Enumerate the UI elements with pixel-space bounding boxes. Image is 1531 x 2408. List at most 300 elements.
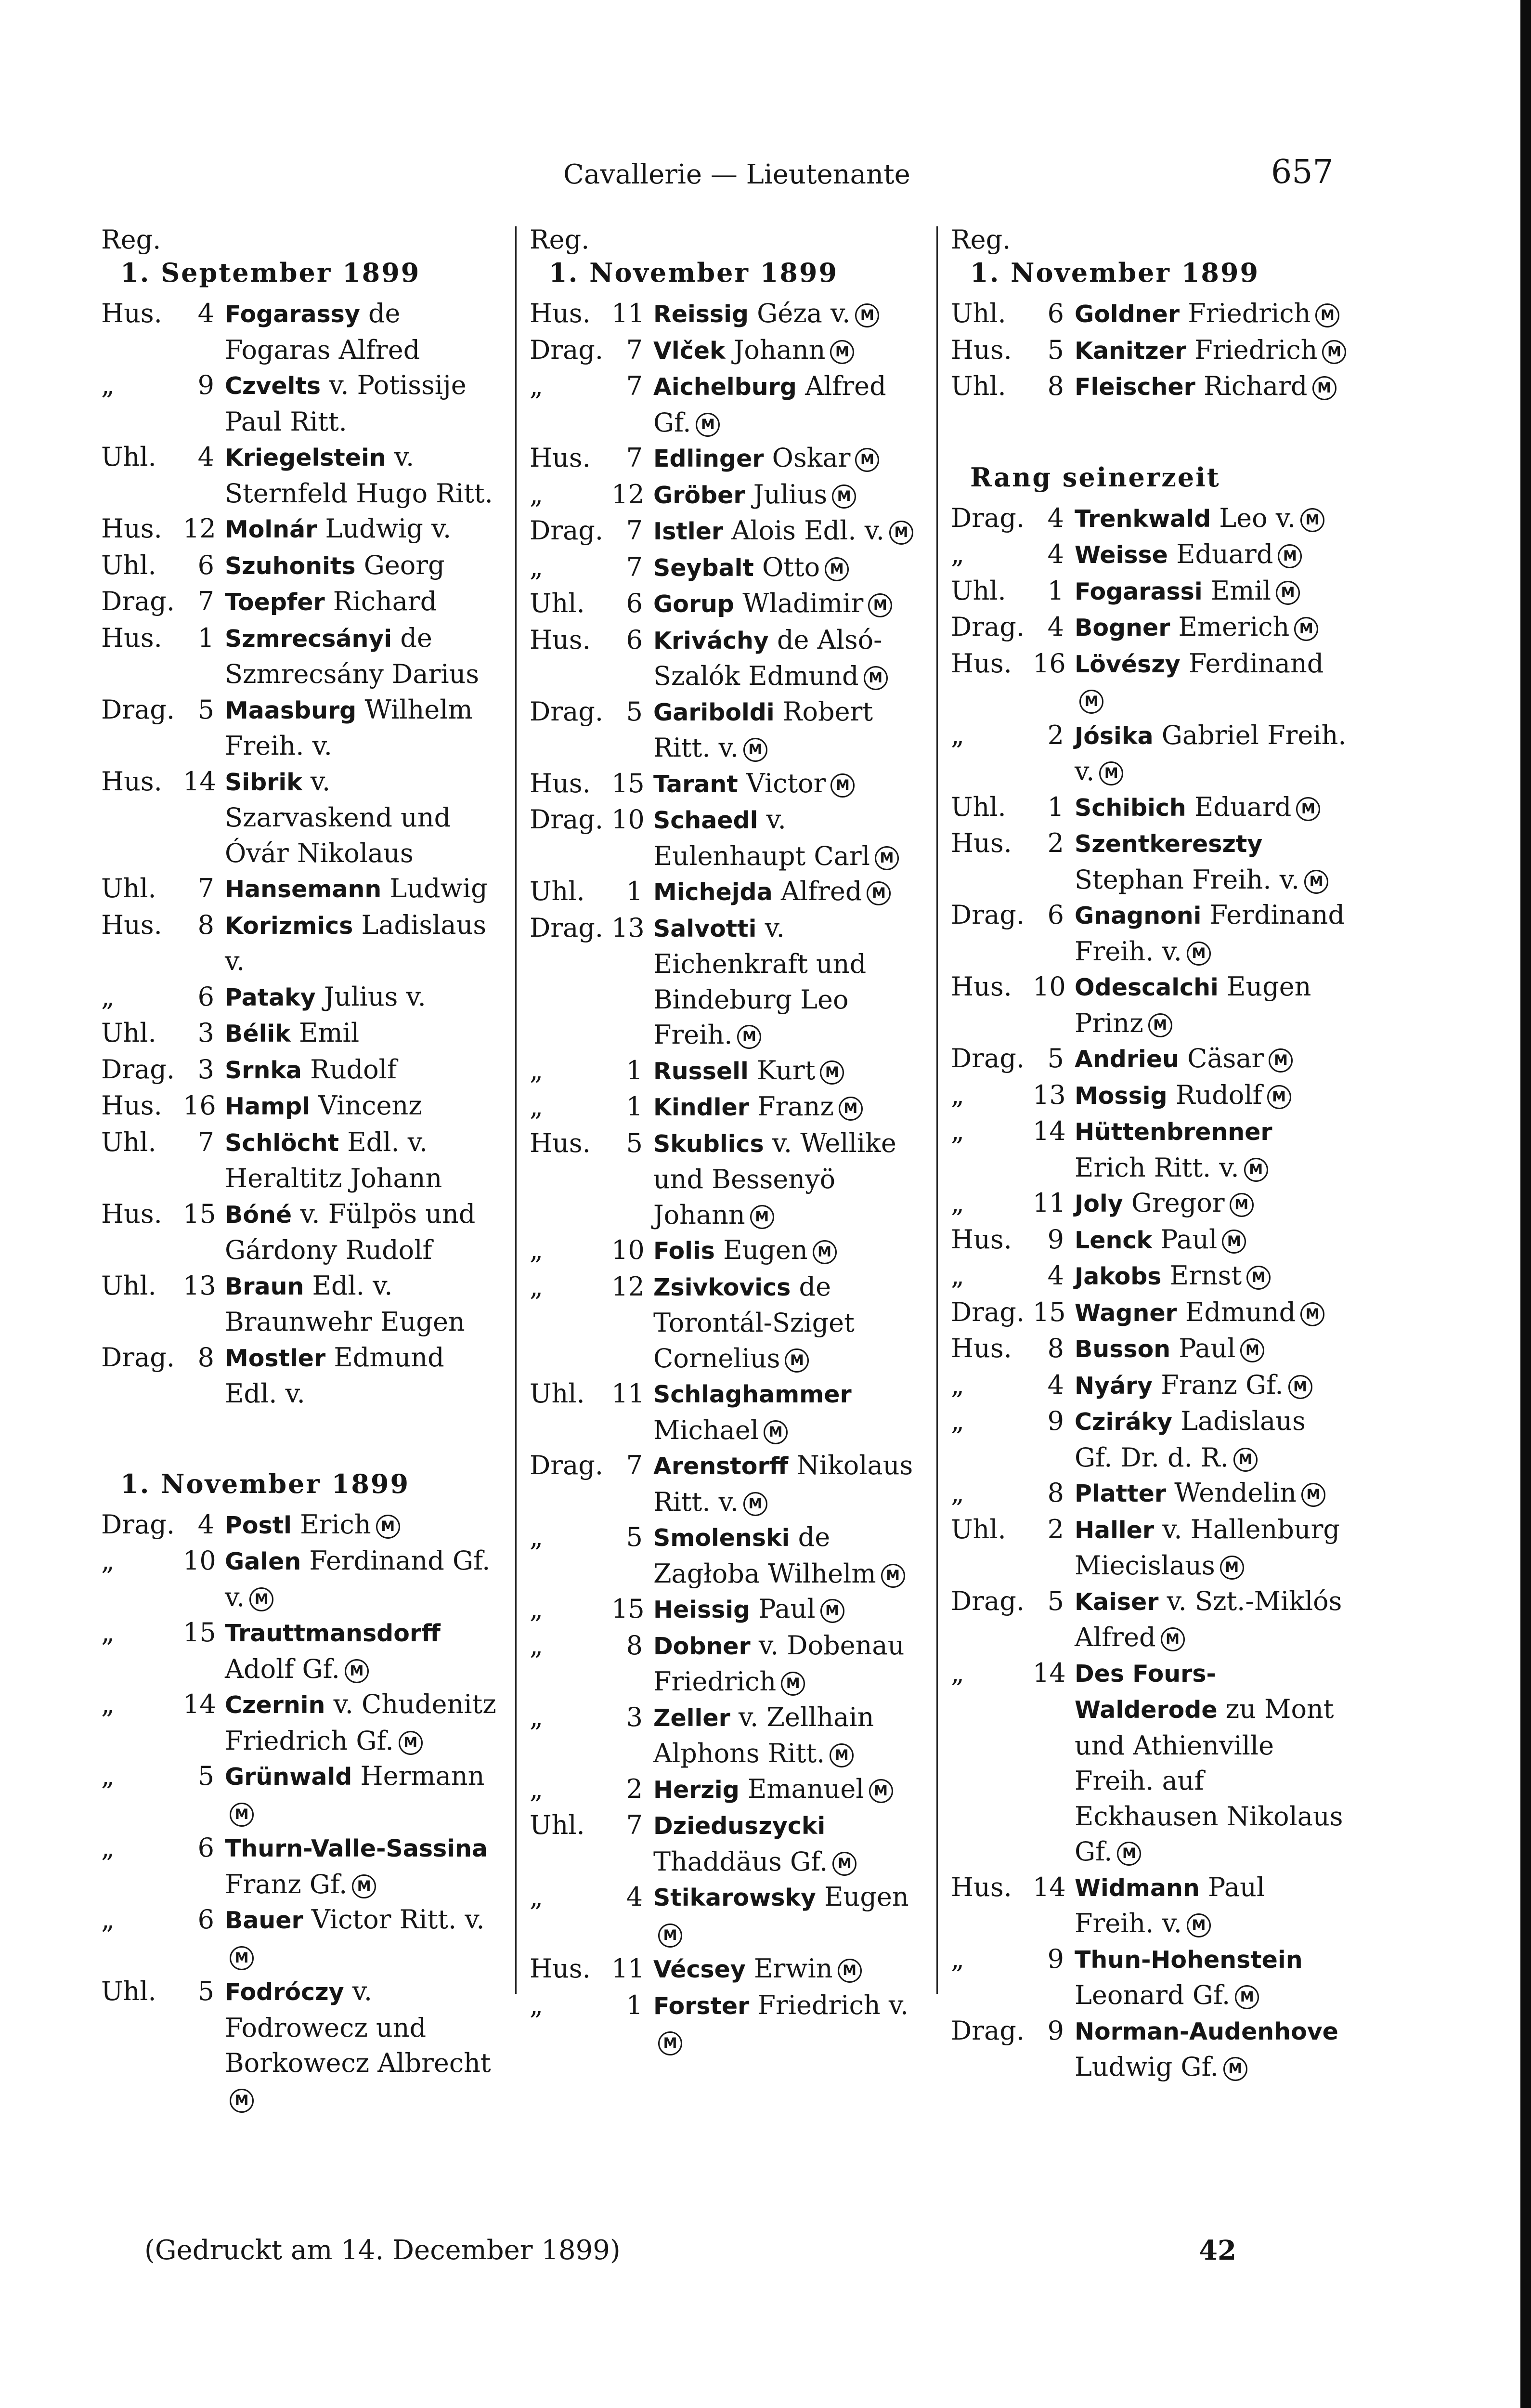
medal-icon: M (864, 666, 888, 690)
scan-edge (1520, 0, 1531, 2408)
officer-text (225, 1974, 501, 2116)
officer-surname: Salvotti (653, 915, 757, 942)
officer-surname: Kriegelstein (225, 444, 386, 471)
officer-entry (101, 1974, 501, 2116)
medal-icon: M (785, 1348, 809, 1373)
column-3 (951, 226, 1350, 2085)
officer-entry (530, 440, 929, 477)
medal-icon: M (1240, 1338, 1264, 1362)
officer-text (1075, 1655, 1350, 1870)
officer-details: v. Szarvaskend und Óvár Nikolaus (225, 766, 451, 868)
regiment-number: 9 (197, 370, 214, 400)
regiment-type: „ (101, 370, 115, 400)
officer-surname: Gariboldi (653, 698, 775, 726)
officer-details: Julius v. (324, 981, 426, 1012)
officer-text (653, 1951, 929, 1988)
regiment-number: 5 (197, 1976, 214, 2006)
officer-details: Cäsar (1187, 1043, 1264, 1073)
officer-entry (530, 622, 929, 694)
officer-details: Edmund (1185, 1296, 1296, 1327)
regiment-number: 4 (1047, 502, 1064, 533)
officer-details: Paul (1179, 1333, 1236, 1363)
officer-entry (101, 620, 501, 692)
regiment-type: „ (530, 551, 543, 582)
regiment-number: 7 (197, 1126, 214, 1157)
officer-text (225, 1196, 501, 1268)
officer-text (1075, 1258, 1350, 1295)
regiment-type: Uhl. (530, 1810, 585, 1840)
medal-icon: M (1187, 942, 1211, 966)
officer-surname: Postl (225, 1511, 292, 1539)
officer-entry (101, 1615, 501, 1687)
regiment-type: Drag. (951, 1585, 1025, 1616)
officer-surname: Lövészy (1075, 650, 1181, 678)
officer-text (1075, 1077, 1350, 1114)
regiment-type: Hus. (101, 1198, 162, 1229)
regiment-type: Drag. (951, 612, 1025, 642)
medal-icon: M (1288, 1375, 1312, 1399)
officer-entry (101, 1125, 501, 1196)
medal-icon: M (1220, 1556, 1244, 1580)
regiment-number: 5 (1047, 1043, 1064, 1073)
officer-details: Nikolaus Ritt. v. (653, 1450, 913, 1517)
officer-surname: Skublics (653, 1130, 764, 1158)
section-heading: 1. November 1899 (549, 257, 839, 288)
officer-details: Adolf Gf. (225, 1653, 340, 1684)
officer-text (653, 332, 929, 369)
medal-icon: M (820, 1060, 844, 1085)
officer-surname: Mossig (1075, 1082, 1168, 1110)
officer-details: Richard (1203, 371, 1308, 401)
officer-surname: Czvelts (225, 372, 321, 400)
officer-surname: Srnka (225, 1056, 302, 1084)
officer-details: Otto (762, 551, 820, 582)
officer-surname: Folis (653, 1237, 715, 1265)
medal-icon: M (1304, 870, 1328, 894)
officer-entry (101, 907, 501, 979)
officer-surname: Reissig (653, 301, 749, 328)
officer-text (1075, 1185, 1350, 1222)
officer-entry (530, 477, 929, 513)
officer-surname: Schibich (1075, 794, 1186, 822)
officer-text (1075, 1113, 1350, 1185)
page-title: Cavallerie — Lieutenante (563, 159, 910, 190)
medal-icon: M (832, 484, 856, 509)
officer-details: v. Zellhain Alphons Ritt. (653, 1701, 874, 1768)
officer-text (653, 440, 929, 477)
officer-text (653, 1700, 929, 1771)
regiment-number: 6 (197, 1904, 214, 1935)
regiment-type: „ (530, 1630, 543, 1661)
regiment-type: Hus. (101, 622, 162, 653)
officer-surname: Fogarassy (225, 301, 360, 328)
officer-surname: Tarant (653, 770, 738, 798)
officer-surname: Maasburg (225, 696, 357, 724)
officer-text (1075, 1367, 1350, 1404)
regiment-number: 6 (197, 981, 214, 1012)
officer-text (653, 550, 929, 586)
officer-details: zu Mont und Athienville Freih. auf Eckhausen Nikolaus Gf. (1075, 1694, 1343, 1867)
officer-surname: Norman-Audenhove (1075, 2017, 1338, 2045)
medal-icon: M (743, 738, 767, 762)
officer-surname: Bélik (225, 1020, 291, 1047)
officer-details: Friedrich (1194, 334, 1318, 365)
regiment-number: 6 (1047, 900, 1064, 930)
officer-text (225, 1125, 501, 1196)
officer-text (1075, 368, 1350, 405)
officer-surname: Grünwald (225, 1763, 352, 1791)
officer-text (653, 1591, 929, 1628)
medal-icon: M (867, 881, 891, 905)
officer-surname: Goldner (1075, 301, 1180, 328)
officer-surname: Szmrecsányi (225, 625, 392, 653)
officer-surname: Andrieu (1075, 1046, 1179, 1073)
officer-text (1075, 825, 1350, 897)
regiment-number: 4 (1047, 612, 1064, 642)
officer-surname: Jósika (1075, 722, 1154, 750)
officer-details: Edl. v. Braunwehr Eugen (225, 1270, 465, 1337)
officer-details: Leo v. (1219, 502, 1296, 533)
regiment-type: Hus. (530, 624, 591, 655)
officer-surname: Michejda (653, 878, 773, 906)
officer-surname: Trauttmansdorff (225, 1620, 441, 1647)
officer-details: Ludwig v. (325, 513, 452, 544)
regiment-type: „ (530, 1271, 543, 1302)
officer-details: Richard (333, 586, 437, 616)
officer-text (653, 910, 929, 1053)
regiment-number: 3 (626, 1701, 643, 1732)
regiment-number: 9 (1047, 1943, 1064, 1974)
officer-details: Wendelin (1174, 1478, 1297, 1508)
officer-surname: Widmann (1075, 1874, 1200, 1902)
officer-surname: Heissig (653, 1596, 751, 1623)
regiment-number: 10 (611, 1235, 645, 1265)
officer-text (1075, 1475, 1350, 1512)
medal-icon: M (1301, 1483, 1325, 1507)
officer-text (653, 1125, 929, 1233)
officer-surname: Lenck (1075, 1226, 1152, 1254)
officer-surname: Kriváchy (653, 627, 769, 654)
section-heading: 1. September 1899 (120, 257, 421, 288)
regiment-number: 11 (1033, 1188, 1066, 1218)
medal-icon: M (1267, 1085, 1291, 1109)
officer-entry (951, 573, 1350, 610)
regiment-number: 1 (626, 876, 643, 906)
officer-entry (530, 332, 929, 369)
officer-surname: Arenstorff (653, 1453, 789, 1480)
regiment-number: 6 (626, 624, 643, 655)
regiment-type: Uhl. (951, 791, 1006, 822)
medal-icon: M (1312, 376, 1336, 400)
regiment-type: „ (530, 1091, 543, 1122)
officer-text (1075, 1584, 1350, 1655)
medal-icon: M (1244, 1158, 1268, 1182)
officer-entry (101, 979, 501, 1016)
medal-icon: M (868, 593, 892, 617)
regiment-number: 8 (626, 1630, 643, 1661)
officer-entry (951, 1222, 1350, 1258)
regiment-number: 5 (197, 1761, 214, 1791)
officer-surname: Haller (1075, 1516, 1155, 1544)
officer-text (653, 586, 929, 622)
regiment-type: „ (951, 1943, 964, 1974)
officer-details: Vincenz (318, 1090, 422, 1121)
officer-entry (530, 1628, 929, 1700)
regiment-type: „ (530, 1989, 543, 2020)
medal-icon: M (832, 1852, 856, 1876)
regiment-type: Drag. (530, 696, 604, 727)
regiment-number: 4 (1047, 1260, 1064, 1291)
regiment-type: „ (530, 1773, 543, 1804)
regiment-number: 7 (626, 515, 643, 546)
medal-icon: M (825, 557, 849, 581)
officer-details: Paul (1160, 1224, 1218, 1255)
medal-icon: M (855, 303, 879, 327)
officer-text (225, 296, 501, 367)
officer-entry (530, 910, 929, 1053)
officer-details: Alfred Gf. (653, 371, 886, 438)
officer-surname: Czernin (225, 1691, 325, 1719)
officer-entry (951, 1185, 1350, 1222)
officer-details: v. Fülpös und Gárdony Rudolf (225, 1198, 476, 1265)
officer-text (225, 367, 501, 439)
regiment-type: „ (530, 1701, 543, 1732)
officer-text (225, 764, 501, 871)
section-heading: 1. November 1899 (120, 1468, 410, 1499)
officer-surname: Sibrik (225, 768, 302, 796)
officer-surname: Bóné (225, 1201, 292, 1229)
regiment-number: 7 (626, 371, 643, 401)
regiment-type: Uhl. (951, 298, 1006, 328)
medal-icon: M (1187, 1913, 1211, 1937)
officer-entry (530, 1700, 929, 1771)
medal-icon: M (737, 1025, 761, 1049)
regiment-number: 6 (197, 550, 214, 580)
officer-text (1075, 1403, 1350, 1475)
officer-text (653, 1628, 929, 1700)
regiment-type: „ (101, 1761, 115, 1791)
regiment-type: „ (530, 1055, 543, 1086)
regiment-number: 9 (1047, 1406, 1064, 1436)
officer-text (225, 1052, 501, 1088)
officer-entry (951, 646, 1350, 718)
officer-text (225, 1902, 501, 1974)
regiment-type: „ (951, 1116, 964, 1146)
medal-icon: M (1300, 508, 1324, 532)
regiment-type: Drag. (530, 804, 604, 835)
officer-text (225, 511, 501, 548)
medal-icon: M (1246, 1266, 1271, 1290)
officer-surname: Stikarowsky (653, 1884, 816, 1911)
officer-details: Erwin (754, 1953, 833, 1984)
officer-details: Ferdinand (1188, 648, 1324, 679)
officer-surname: Thurn-Valle-Sassina (225, 1835, 488, 1862)
officer-entry (101, 548, 501, 584)
officer-text (653, 368, 929, 440)
officer-details: v. Eulenhaupt Carl (653, 804, 870, 871)
officer-entry (530, 766, 929, 802)
officer-details: de Alsó-Szalók Edmund (653, 624, 882, 691)
regiment-number: 4 (197, 442, 214, 472)
officer-surname: Wagner (1075, 1299, 1177, 1327)
regiment-number: 10 (1033, 971, 1066, 1002)
officer-details: Eduard (1194, 791, 1292, 822)
officer-entry (530, 1053, 929, 1089)
regiment-type: „ (530, 1594, 543, 1624)
officer-surname: Platter (1075, 1480, 1167, 1507)
officer-text (653, 1053, 929, 1089)
officer-surname: Jakobs (1075, 1263, 1162, 1290)
officer-details: Wladimir (742, 588, 864, 618)
regiment-type: „ (951, 1188, 964, 1218)
medal-icon: M (813, 1240, 837, 1264)
officer-text (225, 692, 501, 764)
officer-text (1075, 296, 1350, 332)
officer-details: Gregor (1131, 1188, 1225, 1218)
regiment-type: Uhl. (951, 1514, 1006, 1544)
regiment-type: Uhl. (530, 588, 585, 618)
officer-surname: Schlöcht (225, 1129, 339, 1157)
column-rule (936, 226, 938, 1994)
officer-entry (101, 439, 501, 511)
officer-surname: Schaedl (653, 807, 758, 834)
officer-entry (951, 1077, 1350, 1114)
officer-surname: Odescalchi (1075, 974, 1219, 1001)
officer-surname: Kindler (653, 1094, 749, 1121)
officer-entry (951, 1512, 1350, 1584)
officer-entry (101, 296, 501, 367)
reg-label: Reg. (530, 224, 590, 255)
regiment-number: 1 (1047, 575, 1064, 606)
regiment-number: 7 (626, 551, 643, 582)
regiment-number: 9 (1047, 1224, 1064, 1255)
officer-details: v. Wellike und Bessenyö Johann (653, 1127, 896, 1230)
officer-text (1075, 500, 1350, 537)
officer-entry (530, 1269, 929, 1376)
officer-surname: Hüttenbrenner (1075, 1118, 1272, 1146)
officer-entry (951, 1113, 1350, 1185)
officer-text (653, 1771, 929, 1808)
medal-icon: M (230, 1803, 254, 1827)
officer-details: Franz (757, 1091, 834, 1122)
officer-entry (951, 368, 1350, 405)
regiment-type: Drag. (101, 694, 175, 725)
officer-entry (951, 296, 1350, 332)
officer-surname: Szentkereszty (1075, 830, 1263, 858)
regiment-type: Uhl. (951, 371, 1006, 401)
officer-details: Ludwig (389, 873, 488, 903)
regiment-number: 6 (197, 1832, 214, 1863)
regiment-type: „ (101, 1617, 115, 1648)
officer-text (1075, 1870, 1350, 1941)
regiment-type: Uhl. (101, 1976, 156, 2006)
officer-surname: Vécsey (653, 1956, 746, 1983)
officer-entry (951, 1041, 1350, 1077)
regiment-number: 11 (611, 1953, 645, 1984)
officer-surname: Fleischer (1075, 373, 1195, 401)
regiment-number: 12 (183, 513, 216, 544)
regiment-number: 11 (611, 1378, 645, 1409)
officer-details: Victor (746, 768, 826, 798)
officer-text (225, 584, 501, 620)
officer-entry (951, 1295, 1350, 1331)
officer-surname: Zsivkovics (653, 1273, 791, 1301)
regiment-type: Hus. (530, 1127, 591, 1158)
officer-text (653, 622, 929, 694)
officer-text (225, 979, 501, 1016)
officer-text (225, 1758, 501, 1830)
regiment-number: 3 (197, 1054, 214, 1085)
medal-icon: M (1161, 1627, 1185, 1651)
regiment-type: Drag. (101, 586, 175, 616)
officer-details: Emerich (1178, 612, 1290, 642)
regiment-number: 1 (626, 1055, 643, 1086)
officer-details: de Torontál-Sziget Cornelius (653, 1271, 855, 1374)
officer-entry (951, 969, 1350, 1041)
officer-text (225, 1088, 501, 1125)
officer-entry (951, 1475, 1350, 1512)
officer-details: Paul Freih. v. (1075, 1871, 1265, 1938)
officer-surname: Herzig (653, 1776, 740, 1804)
officer-text (225, 1340, 501, 1412)
regiment-number: 16 (1033, 648, 1066, 679)
officer-details: Alfred (780, 876, 862, 906)
officer-entry (530, 1807, 929, 1879)
officer-surname: Zeller (653, 1704, 730, 1732)
officer-text (225, 871, 501, 907)
regiment-number: 1 (626, 1091, 643, 1122)
regiment-number: 15 (1033, 1296, 1066, 1327)
medal-icon: M (352, 1874, 376, 1898)
officer-text (225, 548, 501, 584)
officer-entry (101, 1687, 501, 1758)
officer-surname: Fogarassi (1075, 577, 1203, 605)
regiment-number: 6 (626, 588, 643, 618)
regiment-number: 5 (626, 1127, 643, 1158)
officer-entry (530, 1376, 929, 1448)
regiment-number: 7 (197, 873, 214, 903)
officer-details: Friedrich (1188, 298, 1311, 328)
officer-text (1075, 1331, 1350, 1367)
regiment-type: Drag. (530, 1450, 604, 1480)
officer-text (653, 1879, 929, 1951)
officer-text (1075, 1295, 1350, 1331)
regiment-type: „ (530, 479, 543, 510)
medal-icon: M (696, 413, 720, 437)
regiment-type: „ (530, 1235, 543, 1265)
regiment-type: „ (951, 1406, 964, 1436)
officer-entry (530, 1448, 929, 1519)
officer-text (1075, 646, 1350, 718)
officer-entry (951, 609, 1350, 646)
officer-details: v. Eichenkraft und Bindeburg Leo Freih. (653, 912, 867, 1050)
officer-details: Franz Gf. (225, 1869, 348, 1899)
regiment-type: Drag. (951, 1043, 1025, 1073)
regiment-number: 7 (626, 1810, 643, 1840)
regiment-type: „ (530, 1522, 543, 1552)
officer-details: Michael (653, 1414, 759, 1445)
column-1 (101, 226, 501, 2116)
officer-surname: Schlaghammer (653, 1381, 852, 1408)
medal-icon: M (1223, 2057, 1247, 2081)
officer-surname: Hansemann (225, 876, 382, 903)
officer-text (653, 1232, 929, 1269)
regiment-number: 14 (183, 766, 216, 797)
regiment-number: 4 (197, 1509, 214, 1540)
officer-details: Alois Edl. v. (731, 515, 884, 546)
officer-details: Géza v. (757, 298, 851, 328)
regiment-type: Hus. (951, 334, 1012, 365)
